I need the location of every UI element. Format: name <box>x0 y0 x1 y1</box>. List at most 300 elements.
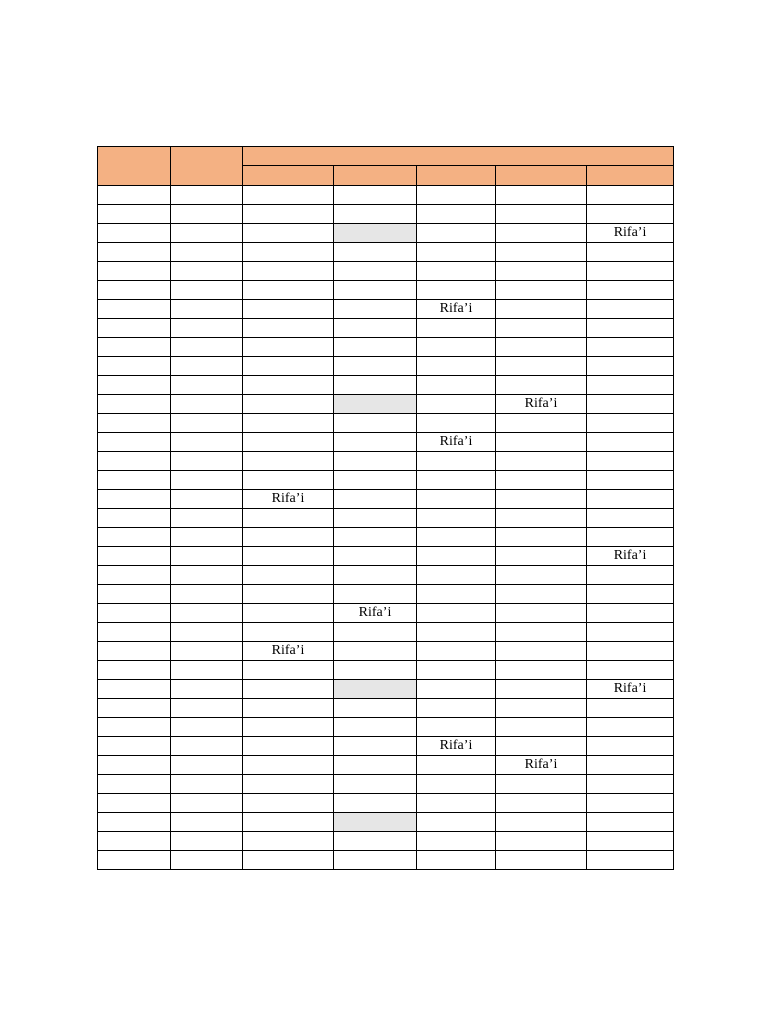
table-row <box>98 395 674 414</box>
table-cell: Rifa’i <box>243 490 334 509</box>
table-cell <box>587 357 674 376</box>
table-cell <box>98 224 171 243</box>
table-row <box>98 718 674 737</box>
table-cell <box>243 376 334 395</box>
table-cell <box>496 832 587 851</box>
table-cell <box>171 699 243 718</box>
table-cell <box>98 547 171 566</box>
table-cell <box>171 281 243 300</box>
table-cell <box>98 319 171 338</box>
table-cell <box>171 357 243 376</box>
table-cell <box>171 338 243 357</box>
table-cell <box>417 623 496 642</box>
table-cell <box>171 547 243 566</box>
table-cell <box>587 699 674 718</box>
table-cell <box>171 604 243 623</box>
table-cell <box>171 205 243 224</box>
table-cell <box>334 452 417 471</box>
table-cell <box>417 851 496 870</box>
table-cell <box>496 737 587 756</box>
table-cell <box>417 319 496 338</box>
table-cell: Rifa’i <box>496 395 587 414</box>
table-cell <box>243 737 334 756</box>
table-cell <box>587 775 674 794</box>
table-cell <box>496 262 587 281</box>
header-col-2 <box>171 147 243 186</box>
table-cell <box>98 699 171 718</box>
table-cell <box>334 547 417 566</box>
table-row <box>98 471 674 490</box>
schedule-table <box>97 146 674 870</box>
table-row <box>98 566 674 585</box>
table-cell <box>417 566 496 585</box>
table-cell <box>496 471 587 490</box>
table-cell <box>243 224 334 243</box>
table-cell <box>171 300 243 319</box>
table-cell <box>243 205 334 224</box>
table-cell <box>243 756 334 775</box>
table-cell <box>334 851 417 870</box>
table-cell <box>417 604 496 623</box>
table-cell <box>243 794 334 813</box>
table-cell <box>417 547 496 566</box>
table-cell <box>417 832 496 851</box>
table-cell <box>587 300 674 319</box>
table-cell <box>98 528 171 547</box>
table-cell <box>334 794 417 813</box>
table-cell <box>496 205 587 224</box>
table-cell <box>417 376 496 395</box>
header-sub-5 <box>587 166 674 186</box>
table-cell <box>587 528 674 547</box>
table-cell <box>171 623 243 642</box>
table-cell <box>334 205 417 224</box>
table-cell: Rifa’i <box>417 300 496 319</box>
table-cell <box>243 680 334 699</box>
table-row <box>98 281 674 300</box>
table-cell: Rifa’i <box>496 756 587 775</box>
table-cell <box>587 319 674 338</box>
table-cell <box>334 566 417 585</box>
table-cell <box>243 300 334 319</box>
table-cell <box>171 851 243 870</box>
table-cell <box>171 566 243 585</box>
table-body <box>98 186 674 870</box>
table-cell <box>587 376 674 395</box>
table-cell <box>243 433 334 452</box>
table-cell <box>587 661 674 680</box>
table-cell <box>98 205 171 224</box>
table-cell <box>496 661 587 680</box>
table-cell <box>98 471 171 490</box>
table-cell <box>334 737 417 756</box>
table-cell <box>417 281 496 300</box>
table-cell <box>243 281 334 300</box>
table-cell <box>334 585 417 604</box>
table-cell <box>417 243 496 262</box>
table-cell <box>98 794 171 813</box>
table-cell: Rifa’i <box>243 642 334 661</box>
table-row <box>98 300 674 319</box>
table-row <box>98 775 674 794</box>
table-cell <box>496 718 587 737</box>
table-cell <box>98 832 171 851</box>
table-cell <box>243 186 334 205</box>
table-cell <box>334 642 417 661</box>
table-cell <box>496 281 587 300</box>
table-cell <box>171 262 243 281</box>
table-cell <box>587 604 674 623</box>
table-cell <box>171 395 243 414</box>
table-cell <box>417 699 496 718</box>
table-row <box>98 832 674 851</box>
table-cell <box>243 357 334 376</box>
table-row <box>98 414 674 433</box>
table-cell <box>334 338 417 357</box>
table-row <box>98 851 674 870</box>
table-cell <box>171 414 243 433</box>
header-sub-1 <box>243 166 334 186</box>
table-cell <box>496 851 587 870</box>
table-cell <box>587 338 674 357</box>
table-cell <box>417 756 496 775</box>
table-cell <box>243 338 334 357</box>
table-cell <box>171 661 243 680</box>
table-row <box>98 623 674 642</box>
table-cell <box>334 490 417 509</box>
table-cell <box>496 376 587 395</box>
table-cell <box>587 395 674 414</box>
table-row <box>98 661 674 680</box>
table-cell <box>334 699 417 718</box>
table-cell <box>587 471 674 490</box>
table-cell <box>587 262 674 281</box>
table-row <box>98 509 674 528</box>
table-cell: Rifa’i <box>417 433 496 452</box>
table-cell <box>171 775 243 794</box>
table-cell <box>587 414 674 433</box>
table-cell <box>417 490 496 509</box>
table-cell <box>334 186 417 205</box>
table-cell <box>417 224 496 243</box>
table-cell <box>587 243 674 262</box>
table-cell <box>587 718 674 737</box>
table-cell <box>171 433 243 452</box>
header-sub-3 <box>417 166 496 186</box>
table-row <box>98 243 674 262</box>
table-cell <box>98 756 171 775</box>
table-cell <box>587 452 674 471</box>
table-cell <box>243 832 334 851</box>
table-cell <box>496 338 587 357</box>
table-cell <box>417 585 496 604</box>
table-cell <box>587 566 674 585</box>
table-row <box>98 756 674 775</box>
table-cell <box>417 414 496 433</box>
table-cell <box>417 794 496 813</box>
table-cell <box>496 813 587 832</box>
table-cell <box>496 528 587 547</box>
table-cell <box>171 585 243 604</box>
table-cell <box>587 205 674 224</box>
table-cell <box>496 566 587 585</box>
table-row <box>98 585 674 604</box>
table-cell <box>243 414 334 433</box>
table-row <box>98 490 674 509</box>
table-cell <box>334 623 417 642</box>
table-cell <box>587 585 674 604</box>
table-cell <box>496 319 587 338</box>
table-cell <box>587 186 674 205</box>
table-cell <box>496 490 587 509</box>
table-cell <box>98 737 171 756</box>
table-cell <box>496 794 587 813</box>
table-cell <box>334 414 417 433</box>
table-row <box>98 680 674 699</box>
table-row <box>98 357 674 376</box>
table-cell <box>171 243 243 262</box>
table-cell <box>334 832 417 851</box>
table-cell <box>243 585 334 604</box>
table-cell <box>171 452 243 471</box>
table-row <box>98 737 674 756</box>
table-cell <box>587 642 674 661</box>
table-cell <box>243 604 334 623</box>
table-cell <box>171 471 243 490</box>
table-cell <box>496 680 587 699</box>
table-cell <box>98 509 171 528</box>
table-cell <box>334 262 417 281</box>
table-cell <box>171 794 243 813</box>
table-cell <box>98 680 171 699</box>
table-cell <box>496 509 587 528</box>
table-cell <box>243 775 334 794</box>
table-cell <box>496 300 587 319</box>
table-cell <box>334 471 417 490</box>
table-cell <box>334 718 417 737</box>
table-cell <box>98 414 171 433</box>
table-cell <box>243 566 334 585</box>
table-cell <box>98 775 171 794</box>
table-row <box>98 433 674 452</box>
table-cell <box>243 718 334 737</box>
table-row <box>98 338 674 357</box>
table-cell <box>171 756 243 775</box>
header-sub-2 <box>334 166 417 186</box>
table-cell <box>334 300 417 319</box>
table-cell <box>243 623 334 642</box>
table-cell <box>243 509 334 528</box>
table-cell <box>171 376 243 395</box>
table-cell <box>417 471 496 490</box>
table-cell <box>587 623 674 642</box>
table-cell: Rifa’i <box>587 680 674 699</box>
table-cell <box>417 813 496 832</box>
table-row <box>98 319 674 338</box>
header-group <box>243 147 674 166</box>
table-cell <box>171 509 243 528</box>
table-cell <box>417 661 496 680</box>
table-cell: Rifa’i <box>334 604 417 623</box>
table-row <box>98 547 674 566</box>
table-cell <box>587 851 674 870</box>
table-cell <box>98 604 171 623</box>
table-cell <box>334 357 417 376</box>
table-cell <box>496 186 587 205</box>
table-cell <box>171 528 243 547</box>
table-cell <box>334 528 417 547</box>
table-cell <box>98 452 171 471</box>
table-cell <box>171 490 243 509</box>
table-cell <box>98 433 171 452</box>
table-cell <box>98 395 171 414</box>
table-cell <box>98 186 171 205</box>
header-sub-4 <box>496 166 587 186</box>
table-header <box>98 147 674 186</box>
table-cell <box>334 433 417 452</box>
header-col-1 <box>98 147 171 186</box>
table-cell <box>587 794 674 813</box>
table-cell <box>98 566 171 585</box>
table-cell <box>334 281 417 300</box>
table-cell <box>334 661 417 680</box>
table-cell <box>98 338 171 357</box>
table-cell <box>98 490 171 509</box>
table-cell <box>587 490 674 509</box>
table-cell <box>496 623 587 642</box>
table-cell: Rifa’i <box>587 224 674 243</box>
table-cell <box>171 224 243 243</box>
table-cell <box>171 186 243 205</box>
table-cell <box>243 661 334 680</box>
table-cell <box>171 737 243 756</box>
table-cell <box>243 395 334 414</box>
table-cell <box>98 813 171 832</box>
table-cell <box>496 699 587 718</box>
table-cell <box>171 680 243 699</box>
table-cell <box>334 775 417 794</box>
table-cell <box>417 680 496 699</box>
table-cell <box>496 243 587 262</box>
table-cell <box>496 585 587 604</box>
table-cell <box>587 813 674 832</box>
table-cell <box>98 718 171 737</box>
table-cell <box>496 414 587 433</box>
table-cell <box>243 813 334 832</box>
table-cell <box>334 243 417 262</box>
table-cell <box>417 528 496 547</box>
table-row <box>98 528 674 547</box>
table-cell <box>417 357 496 376</box>
table-cell <box>417 338 496 357</box>
table-cell <box>171 642 243 661</box>
table-row <box>98 205 674 224</box>
table-cell <box>171 319 243 338</box>
table-cell <box>98 623 171 642</box>
table-cell <box>417 262 496 281</box>
table-cell <box>334 395 417 414</box>
table-cell <box>243 262 334 281</box>
table-cell <box>496 775 587 794</box>
table-cell <box>496 452 587 471</box>
table-cell <box>243 528 334 547</box>
table-row <box>98 604 674 623</box>
table-cell <box>334 756 417 775</box>
table-cell <box>98 300 171 319</box>
table-cell <box>587 756 674 775</box>
table-cell <box>417 395 496 414</box>
table-row <box>98 262 674 281</box>
table-cell <box>417 718 496 737</box>
table-cell <box>98 851 171 870</box>
table-cell <box>417 642 496 661</box>
table-row <box>98 452 674 471</box>
table-cell <box>243 452 334 471</box>
table-cell <box>98 281 171 300</box>
table-cell <box>243 243 334 262</box>
table-cell <box>243 547 334 566</box>
table-cell <box>334 813 417 832</box>
table-cell <box>171 832 243 851</box>
table-row <box>98 224 674 243</box>
table-row <box>98 186 674 205</box>
table-cell <box>98 376 171 395</box>
table-cell: Rifa’i <box>587 547 674 566</box>
table-cell <box>98 642 171 661</box>
table-cell <box>587 737 674 756</box>
table-row <box>98 813 674 832</box>
table-cell <box>417 452 496 471</box>
table-cell <box>243 319 334 338</box>
table-row <box>98 699 674 718</box>
table-cell <box>243 699 334 718</box>
table-cell <box>243 851 334 870</box>
table-cell <box>496 642 587 661</box>
table-cell <box>334 319 417 338</box>
table-cell <box>98 661 171 680</box>
table-cell <box>496 604 587 623</box>
table-cell <box>587 281 674 300</box>
table-cell <box>334 680 417 699</box>
table-cell <box>496 547 587 566</box>
schedule-sheet <box>97 146 673 870</box>
table-cell <box>496 433 587 452</box>
table-cell <box>417 509 496 528</box>
table-cell <box>98 262 171 281</box>
table-cell <box>98 585 171 604</box>
table-cell <box>587 832 674 851</box>
table-cell <box>334 509 417 528</box>
table-cell <box>496 224 587 243</box>
table-cell <box>98 357 171 376</box>
table-cell <box>243 471 334 490</box>
table-cell <box>334 224 417 243</box>
table-cell <box>496 357 587 376</box>
table-row <box>98 794 674 813</box>
table-row <box>98 642 674 661</box>
table-cell <box>98 243 171 262</box>
table-cell: Rifa’i <box>417 737 496 756</box>
table-cell <box>171 718 243 737</box>
table-cell <box>417 205 496 224</box>
table-cell <box>171 813 243 832</box>
table-cell <box>587 433 674 452</box>
table-cell <box>334 376 417 395</box>
table-cell <box>587 509 674 528</box>
table-cell <box>417 775 496 794</box>
table-cell <box>417 186 496 205</box>
table-row <box>98 376 674 395</box>
